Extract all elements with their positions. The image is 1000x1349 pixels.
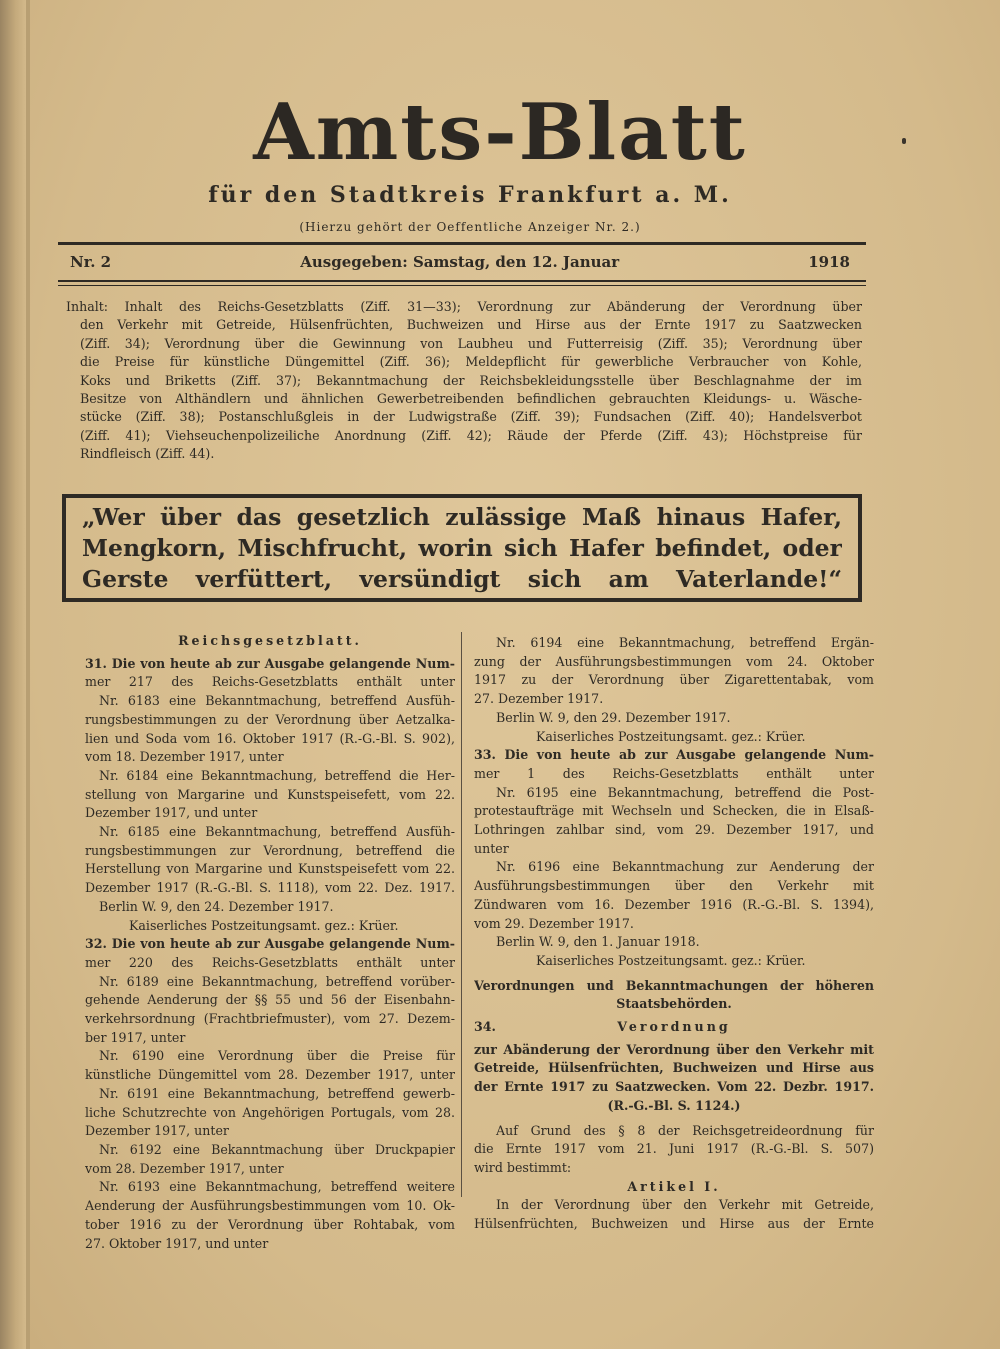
text-line: Verordnungen und Bekanntmachungen der höheren <box>474 977 874 993</box>
masthead-note: (Hierzu gehört der Oeffentliche Anzeiger Nr. 2.) <box>299 220 641 234</box>
text-line: Nr. 6193 eine Bekanntmachung, betreffend weitere <box>99 1179 455 1195</box>
text-line: Dezember 1917 (R.-G.-Bl. S. 1118), vom 22. Dez. 1917. <box>85 880 455 896</box>
issue-date: Ausgegeben: Samstag, den 12. Januar <box>300 253 620 271</box>
text-line: 33. Die von heute ab zur Ausgabe gelangende Num- <box>474 747 874 763</box>
table-of-contents <box>66 298 862 464</box>
text-line: Verordnung <box>617 1019 731 1035</box>
column-divider <box>461 632 462 1197</box>
text-line: rungsbestimmungen zur Verordnung, betreffend die <box>85 842 455 858</box>
text-line: Besitze von Althändlern und ähnlichen Gewerbetreibenden befindlichen gebrauchten Kleidungs- u. Wäsche- <box>80 391 862 407</box>
text-line: (Ziff. 34); Verordnung über die Gewinnung von Laubheu und Futterreisig (Ziff. 35); Verordnung über <box>80 335 862 351</box>
text-line: Nr. 6184 eine Bekanntmachung, betreffend die Her- <box>99 767 455 783</box>
text-line: tober 1916 zu der Verordnung über Rohtabak, vom <box>85 1216 455 1232</box>
text-line: stellung von Margarine und Kunstspeisefett, vom 22. <box>85 786 455 802</box>
text-line: Getreide, Hülsenfrüchten, Buchweizen und Hirse aus <box>474 1060 874 1076</box>
section-heading: Reichsgesetzblatt. <box>178 633 362 648</box>
text-line: vom 29. Dezember 1917. <box>474 915 634 931</box>
text-line: Nr. 6189 eine Bekanntmachung, betreffend vorüber- <box>99 973 455 989</box>
text-line: Dezember 1917, und unter <box>85 805 258 821</box>
text-line: zur Abänderung der Verordnung über den Verkehr mit <box>474 1041 874 1057</box>
text-line: Nr. 6183 eine Bekanntmachung, betreffend Ausfüh- <box>99 693 455 709</box>
text-line: protestaufträge mit Wechseln und Schecken, die in Elsaß- <box>474 803 874 819</box>
text-line: der Ernte 1917 zu Saatzwecken. Vom 22. Dezbr. 1917. <box>474 1079 874 1095</box>
text-line: Kaiserliches Postzeitungsamt. gez.: Krüer. <box>536 728 806 744</box>
text-line: mer 220 des Reichs-Gesetzblatts enthält unter <box>85 954 455 970</box>
text-line: Inhalt: Inhalt des Reichs-Gesetzblatts (Ziff. 31—33); Verordnung zur Abänderung der Verordnung über <box>66 299 862 314</box>
text-line: ber 1917, unter <box>85 1029 186 1045</box>
text-line: Berlin W. 9, den 29. Dezember 1917. <box>496 709 731 725</box>
text-line: Berlin W. 9, den 1. Januar 1918. <box>496 934 700 950</box>
text-line: verkehrsordnung (Frachtbriefmuster), vom 27. Dezem- <box>85 1011 455 1027</box>
text-line: Nr. 6185 eine Bekanntmachung, betreffend Ausfüh- <box>99 824 455 840</box>
masthead-subtitle: für den Stadtkreis Frankfurt a. M. <box>208 182 732 208</box>
text-line: Dezember 1917, unter <box>85 1123 229 1139</box>
text-line: vom 28. Dezember 1917, unter <box>85 1160 284 1176</box>
text-line: Nr. 6191 eine Bekanntmachung, betreffend gewerb- <box>99 1085 455 1101</box>
text-line: zung der Ausführungsbestimmungen vom 24. Oktober <box>474 653 874 669</box>
header-rule-thin <box>58 285 866 286</box>
text-line: Auf Grund des § 8 der Reichsgetreideordnung für <box>496 1122 874 1138</box>
text-line: Herstellung von Margarine und Kunstspeisefett vom 22. <box>85 861 455 877</box>
text-line: Hülsenfrüchten, Buchweizen und Hirse aus der Ernte <box>474 1216 874 1232</box>
text-line: 27. Dezember 1917. <box>474 691 604 707</box>
text-line: mer 1 des Reichs-Gesetzblatts enthält unter <box>474 765 874 781</box>
text-line: vom 18. Dezember 1917, unter <box>85 749 284 765</box>
text-line: Staatsbehörden. <box>616 996 732 1012</box>
text-line: die Ernte 1917 vom 21. Juni 1917 (R.-G.-Bl. S. 507) <box>474 1141 874 1157</box>
text-line: Nr. 6195 eine Bekanntmachung, betreffend die Post- <box>496 784 874 800</box>
text-line: Lothringen zahlbar sind, vom 29. Dezember 1917, und <box>474 822 874 838</box>
text-line: mer 217 des Reichs-Gesetzblatts enthält unter <box>85 674 455 690</box>
text-line: Ausführungsbestimmungen über den Verkehr mit <box>474 878 874 894</box>
text-line: „Wer über das gesetzlich zulässige Maß hinaus Hafer, <box>82 503 842 531</box>
text-line: 27. Oktober 1917, und unter <box>85 1235 269 1251</box>
text-line: lien und Soda vom 16. Oktober 1917 (R.-G.-Bl. S. 902), <box>85 730 455 746</box>
text-line: Kaiserliches Postzeitungsamt. gez.: Krüer. <box>536 952 806 968</box>
issue-header <box>70 253 850 271</box>
issue-number: Nr. 2 <box>70 253 112 271</box>
text-line: künstliche Düngemittel vom 28. Dezember 1917, unter <box>85 1067 455 1083</box>
text-line: Berlin W. 9, den 24. Dezember 1917. <box>99 898 334 914</box>
text-line: liche Schutzrechte von Angehörigen Portugals, vom 28. <box>85 1104 455 1120</box>
text-line: 32. Die von heute ab zur Ausgabe gelangende Num- <box>85 936 455 952</box>
text-line: stücke (Ziff. 38); Postanschlußgleis in der Ludwigstraße (Ziff. 39); Fundsachen (Ziff. 40); Handelsverbot <box>80 409 862 425</box>
text-line: Nr. 6190 eine Verordnung über die Preise für <box>99 1048 455 1064</box>
text-line: (R.-G.-Bl. S. 1124.) <box>607 1097 741 1113</box>
text-line: Koks und Briketts (Ziff. 37); Bekanntmachung der Reichsbekleidungsstelle über Beschlagnahme der im <box>80 372 862 388</box>
text-line: Aenderung der Ausführungsbestimmungen vom 10. Ok- <box>85 1198 455 1214</box>
text-line: 1917 zu der Verordnung über Zigarettentabak, vom <box>474 672 874 688</box>
text-line: (Ziff. 41); Viehseuchenpolizeiliche Anordnung (Ziff. 42); Räude der Pferde (Ziff. 43); Höchstpreise für <box>80 427 862 443</box>
text-line: Rindfleisch (Ziff. 44). <box>80 446 215 462</box>
left-column <box>85 632 455 1253</box>
text-line: wird bestimmt: <box>474 1159 572 1175</box>
right-column: Nr. 6194 eine Bekanntmachung, betreffend Ergän- zung der Ausführungsbestimmungen vom 24. Oktober 1917 zu der Verordnung über Zigarettentabak, vom 27. Dezember 1917. Berlin W. 9, den 29. Dezember 1917. Kaiserliches Postzeitungsamt. gez.: Krüer. 33. Die von heute ab zur Ausgabe gelangende Num- mer 1 des Reichs-Gesetzblatts enthält unter Nr. 6195 eine Bekanntmachung, betreffend die Post- protestaufträge mit Wechseln und Schecken, die in Elsaß- Lothringen zahlbar sind, vom 29. Dezember 1917, und unter Nr. 6196 eine Bekanntmachung zur Aenderung der Ausführungsbestimmungen über den Verkehr mit Zündwaren vom 16. Dezember 1916 (R.-G.-Bl. S. 1394), vom 29. Dezember 1917. Berlin W. 9, den 1. Januar 1918. Kaiserliches Postzeitungsamt. gez.: Krüer. Verordnungen und Bekanntmachungen der höheren Staatsbehörden. 34. Verordnung zur Abänderung der Verordnung über den Verkehr mit Getreide, Hülsenfrüchten, Buchweizen und Hirse aus der Ernte 1917 zu Saatzwecken. Vom 22. Dezbr. 1917. (R.-G.-Bl. S. 1124.) Auf Grund des § 8 der Reichsgetreideordnung für die Ernte 1917 vom 21. Juni 1917 (R.-G.-Bl. S. 507) wird bestimmt: Artikel I. In der Verordnung über den Verkehr mit Getreide, Hülsenfrüchten, Buchweizen und Hirse aus der Ernte <box>474 634 874 1234</box>
text-line: den Verkehr mit Getreide, Hülsenfrüchten, Buchweizen und Hirse aus der Ernte 1917 zu Saatzwecken <box>80 317 862 333</box>
text-line: rungsbestimmungen zu der Verordnung über Aetzalka- <box>85 711 455 727</box>
text-line: Zündwaren vom 16. Dezember 1916 (R.-G.-Bl. S. 1394), <box>474 896 874 912</box>
text-line: Nr. 6194 eine Bekanntmachung, betreffend Ergän- <box>496 635 874 650</box>
text-line: unter <box>474 840 509 856</box>
text-line: gehende Aenderung der §§ 55 und 56 der Eisenbahn- <box>85 992 455 1008</box>
text-line: Nr. 6192 eine Bekanntmachung über Druckpapier <box>99 1141 455 1157</box>
text-line: In der Verordnung über den Verkehr mit Getreide, <box>496 1197 874 1213</box>
masthead-title: Amts-Blatt <box>253 87 747 178</box>
text-line: Gerste verfüttert, versündigt sich am Vaterlande!“ <box>82 565 842 593</box>
slogan-text <box>82 502 842 595</box>
issue-year: 1918 <box>808 253 850 271</box>
text-line: 31. Die von heute ab zur Ausgabe gelangende Num- <box>85 655 455 671</box>
top-rule <box>58 242 866 245</box>
text-line: Artikel I. <box>627 1178 721 1194</box>
text-line: Nr. 6196 eine Bekanntmachung zur Aenderung der <box>496 859 874 875</box>
text-line: Kaiserliches Postzeitungsamt. gez.: Krüer. <box>129 917 399 933</box>
text-line: die Preise für künstliche Düngemittel (Ziff. 36); Meldepflicht für gewerbliche Verbraucher von Kohle, <box>80 354 862 370</box>
header-rule <box>58 280 866 282</box>
text-line: Mengkorn, Mischfrucht, worin sich Hafer befindet, oder <box>82 534 842 562</box>
